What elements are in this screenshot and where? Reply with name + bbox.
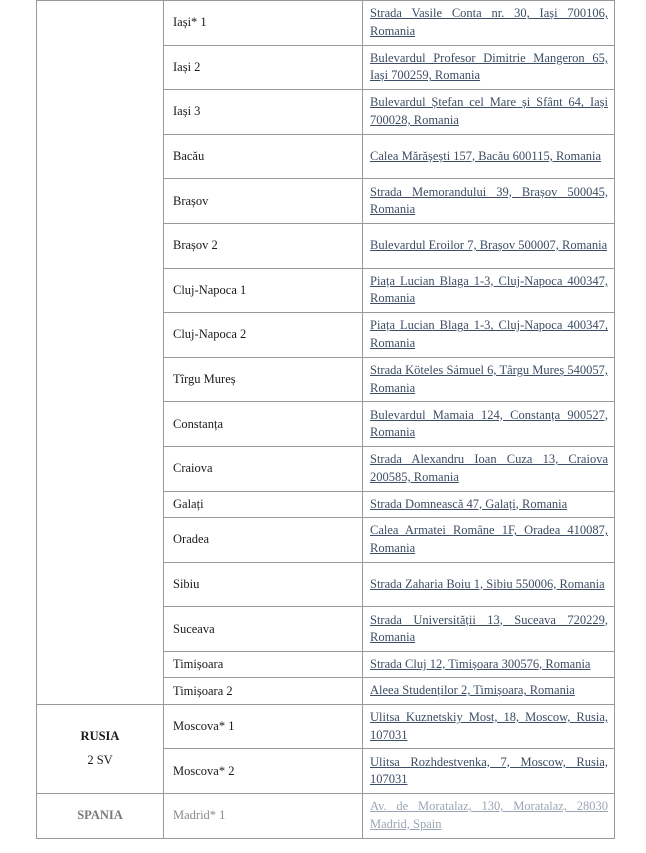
city-cell: Sibiu <box>164 562 363 607</box>
address-cell <box>363 134 615 179</box>
city-cell: Iași* 1 <box>164 1 363 46</box>
table-row <box>37 704 615 749</box>
city-cell: Brașov 2 <box>164 223 363 268</box>
country-count: 2 SV <box>87 753 113 768</box>
country-cell-russia <box>37 704 164 793</box>
city-cell: Craiova <box>164 446 363 491</box>
address-cell <box>363 179 615 224</box>
address-cell <box>363 749 615 794</box>
address-link[interactable]: Piața Lucian Blaga 1-3, Cluj-Napoca 400347, Romania <box>370 318 608 350</box>
table-row <box>37 1 615 46</box>
address-cell <box>363 223 615 268</box>
address-link[interactable]: Strada Universității 13, Suceava 720229, Romania <box>370 612 608 645</box>
address-cell <box>363 90 615 135</box>
address-link[interactable]: Bulevardul Profesor Dimitrie Mangeron 65, Iași 700259, Romania <box>370 50 608 83</box>
address-cell <box>363 678 615 705</box>
city-cell: Bacău <box>164 134 363 179</box>
address-cell <box>363 402 615 447</box>
locations-table <box>36 0 615 839</box>
address-link[interactable]: Strada Köteles Sámuel 6, Târgu Mureș 540057, Romania <box>370 363 608 395</box>
country-cell-romania <box>37 1 164 705</box>
address-link[interactable]: Piața Lucian Blaga 1-3, Cluj-Napoca 400347, Romania <box>370 273 608 306</box>
city-cell: Cluj-Napoca 1 <box>164 268 363 313</box>
address-cell <box>363 704 615 749</box>
country-cell-spain <box>37 794 164 839</box>
address-cell <box>363 45 615 90</box>
address-link[interactable]: Bulevardul Ștefan cel Mare și Sfânt 64, Iași 700028, Romania <box>370 95 608 127</box>
city-cell: Galați <box>164 491 363 518</box>
address-cell <box>363 794 615 839</box>
city-cell: Iași 3 <box>164 90 363 135</box>
address-cell <box>363 313 615 358</box>
city-cell: Moscova* 1 <box>164 704 363 749</box>
address-cell <box>363 268 615 313</box>
address-link[interactable]: Aleea Studenților 2, Timișoara, Romania <box>370 683 575 698</box>
address-link[interactable]: Av. de Moratalaz, 130, Moratalaz, 28030 Madrid, Spain <box>370 799 608 831</box>
table-row <box>37 794 615 839</box>
address-cell <box>363 357 615 402</box>
address-link[interactable]: Strada Alexandru Ioan Cuza 13, Craiova 200585, Romania <box>370 452 608 484</box>
address-cell <box>363 446 615 491</box>
city-cell: Constanța <box>164 402 363 447</box>
address-link[interactable]: Ulitsa Rozhdestvenka, 7, Moscow, Rusia, 107031 <box>370 754 608 787</box>
address-link[interactable]: Bulevardul Mamaia 124, Constanța 900527, Romania <box>370 407 608 440</box>
address-cell <box>363 491 615 518</box>
address-link[interactable]: Calea Armatei Române 1F, Oradea 410087, Romania <box>370 523 608 555</box>
address-link[interactable]: Ulitsa Kuznetskiy Most, 18, Moscow, Rusia, 107031 <box>370 710 608 742</box>
address-link[interactable]: Strada Zaharia Boiu 1, Sibiu 550006, Romania <box>370 576 605 591</box>
country-name: SPANIA <box>77 808 123 823</box>
city-cell: Tîrgu Mureș <box>164 357 363 402</box>
address-link[interactable]: Calea Mărășești 157, Bacău 600115, Romania <box>370 148 602 163</box>
address-cell <box>363 607 615 652</box>
city-cell: Cluj-Napoca 2 <box>164 313 363 358</box>
address-cell <box>363 562 615 607</box>
country-name: RUSIA <box>80 729 120 744</box>
address-link[interactable]: Bulevardul Eroilor 7, Brașov 500007, Romania <box>370 238 608 253</box>
city-cell: Madrid* 1 <box>164 794 363 839</box>
city-cell: Suceava <box>164 607 363 652</box>
city-cell: Brașov <box>164 179 363 224</box>
city-cell: Timișoara 2 <box>164 678 363 705</box>
address-cell <box>363 518 615 563</box>
city-cell: Moscova* 2 <box>164 749 363 794</box>
address-link[interactable]: Strada Memorandului 39, Brașov 500045, Romania <box>370 184 608 217</box>
address-link[interactable]: Strada Vasile Conta nr. 30, Iași 700106, Romania <box>370 6 608 38</box>
city-cell: Oradea <box>164 518 363 563</box>
city-cell: Iași 2 <box>164 45 363 90</box>
address-link[interactable]: Strada Domnească 47, Galați, Romania <box>370 496 568 511</box>
address-link[interactable]: Strada Cluj 12, Timișoara 300576, Romania <box>370 656 591 671</box>
address-cell <box>363 651 615 678</box>
city-cell: Timișoara <box>164 651 363 678</box>
address-cell <box>363 1 615 46</box>
